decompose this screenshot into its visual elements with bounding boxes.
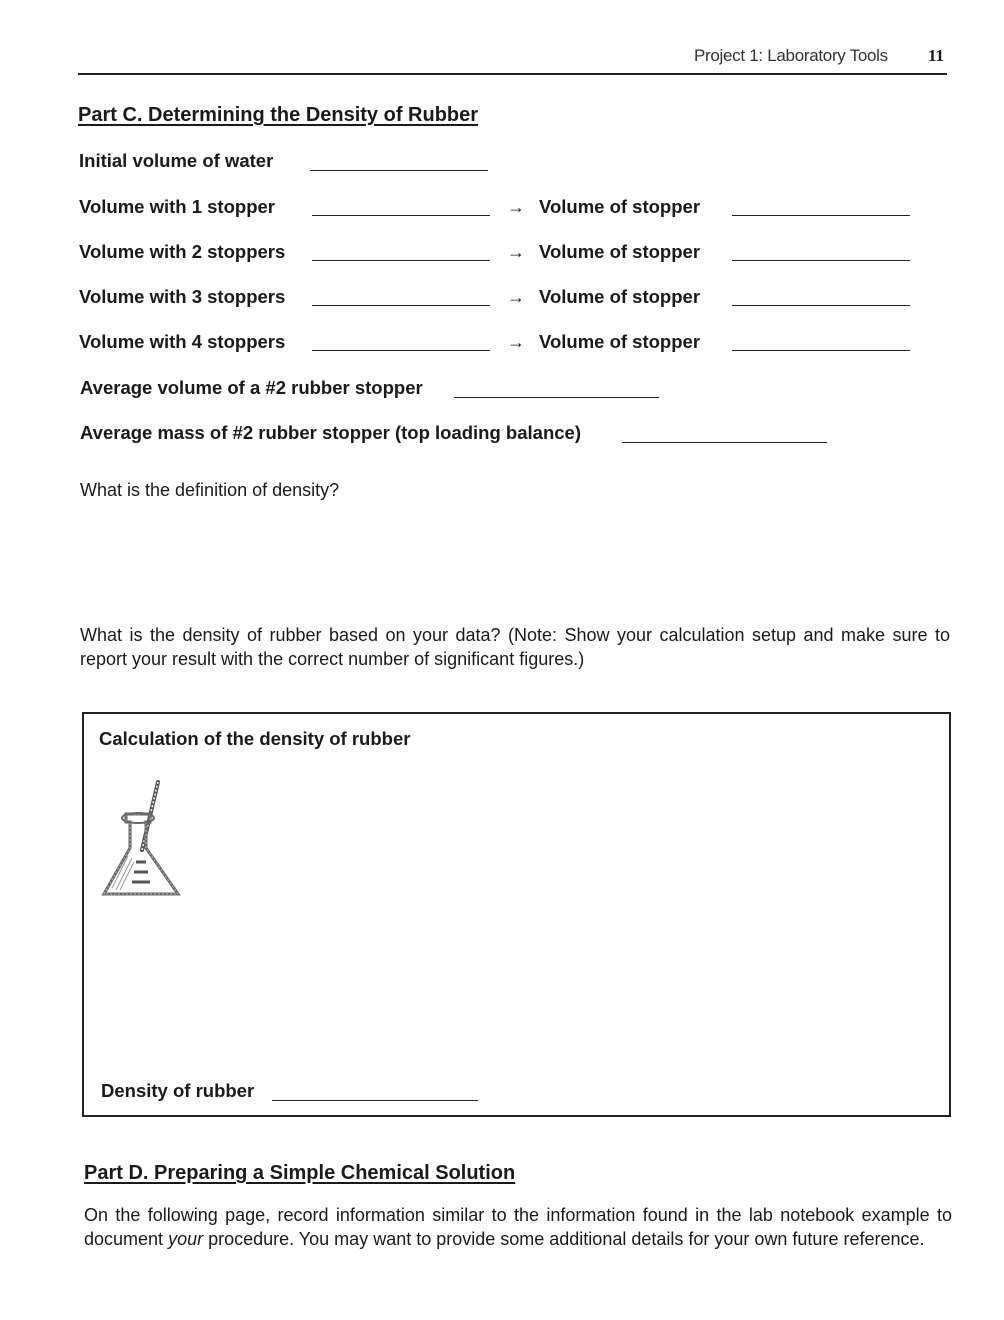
running-header: Project 1: Laboratory Tools <box>694 46 888 65</box>
volume-1-stopper-blank[interactable] <box>312 215 490 216</box>
average-mass-blank[interactable] <box>622 442 827 443</box>
emphasis-your: your <box>168 1229 204 1249</box>
stopper-volume-2-blank[interactable] <box>732 260 910 261</box>
stopper-volume-1-blank[interactable] <box>732 215 910 216</box>
volume-3-stoppers-blank[interactable] <box>312 305 490 306</box>
part-c-title: Part C. Determining the Density of Rubber <box>78 104 479 126</box>
average-mass-label: Average mass of #2 rubber stopper (top loading balance) <box>80 422 581 443</box>
density-question: What is the density of rubber based on your data? (Note: Show your calculation setup and make sure to report your result with the correct number of significant figures.) <box>80 625 950 669</box>
volume-1-stopper-label: Volume with 1 stopper <box>79 196 275 217</box>
calculation-box-title: Calculation of the density of rubber <box>99 728 411 749</box>
part-d-title: Part D. Preparing a Simple Chemical Solution <box>84 1162 516 1184</box>
volume-2-stoppers-label: Volume with 2 stoppers <box>79 241 286 262</box>
average-volume-label: Average volume of a #2 rubber stopper <box>80 377 423 398</box>
density-result-blank[interactable] <box>272 1100 478 1101</box>
stopper-volume-4-blank[interactable] <box>732 350 910 351</box>
flask-icon <box>98 778 182 902</box>
stopper-volume-3-label: Volume of stopper <box>539 286 701 307</box>
arrow-icon: → <box>507 242 525 262</box>
volume-3-stoppers-label: Volume with 3 stoppers <box>79 286 286 307</box>
initial-volume-label: Initial volume of water <box>79 150 274 171</box>
header-rule <box>78 73 947 75</box>
calculation-box[interactable] <box>82 712 951 1117</box>
volume-2-stoppers-blank[interactable] <box>312 260 490 261</box>
stopper-volume-3-blank[interactable] <box>732 305 910 306</box>
average-volume-blank[interactable] <box>454 397 659 398</box>
arrow-icon: → <box>507 287 525 307</box>
initial-volume-blank[interactable] <box>310 170 488 171</box>
page-number: 11 <box>928 46 945 65</box>
volume-4-stoppers-label: Volume with 4 stoppers <box>79 331 286 352</box>
part-d-paragraph: On the following page, record information similar to the information found in the lab notebook example to document your procedure. You may want to provide some additional details for your own future reference. <box>84 1205 952 1249</box>
stopper-volume-4-label: Volume of stopper <box>539 331 701 352</box>
arrow-icon: → <box>507 197 525 217</box>
arrow-icon: → <box>507 332 525 352</box>
density-result-label: Density of rubber <box>101 1080 255 1101</box>
stopper-volume-1-label: Volume of stopper <box>539 196 701 217</box>
definition-question: What is the definition of density? <box>80 480 340 500</box>
volume-4-stoppers-blank[interactable] <box>312 350 490 351</box>
stopper-volume-2-label: Volume of stopper <box>539 241 701 262</box>
